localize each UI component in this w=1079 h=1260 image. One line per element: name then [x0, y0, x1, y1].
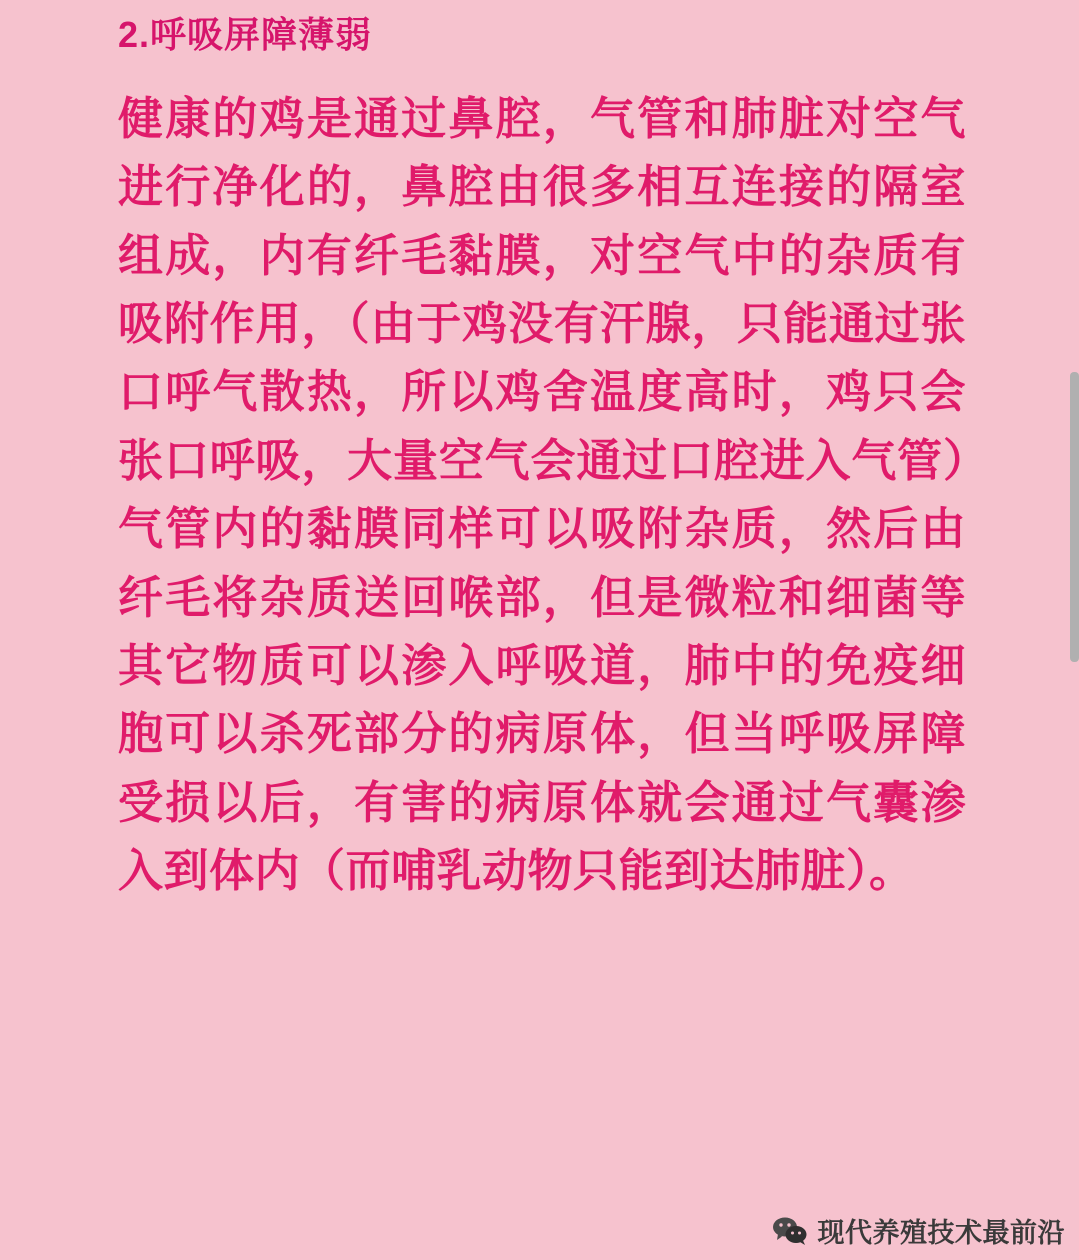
footer-attribution: [772, 1211, 1066, 1250]
document-content: [118, 12, 966, 905]
section-heading: 2.呼吸屏障薄弱: [118, 14, 373, 55]
vertical-scrollbar[interactable]: [1070, 372, 1079, 662]
wechat-icon: [772, 1216, 808, 1246]
footer-account-name: 现代养殖技术最前沿: [817, 1218, 1065, 1248]
body-paragraph: 健康的鸡是通过鼻腔，气管和肺脏对空气进行净化的，鼻腔由很多相互连接的隔室组成，内有纤毛黏膜，对空气中的杂质有吸附作用，（由于鸡没有汗腺，只能通过张口呼气散热，所以鸡舍温度高时，鸡只会张口呼吸，大量空气会通过口腔进入气管）气管内的黏膜同样可以吸附杂质，然后由纤毛将杂质送回喉部，但是微粒和细菌等其它物质可以渗入呼吸道，肺中的免疫细胞可以杀死部分的病原体，但当呼吸屏障受损以后，有害的病原体就会通过气囊渗入到体内（而哺乳动物只能到达肺脏）。: [118, 92, 966, 897]
